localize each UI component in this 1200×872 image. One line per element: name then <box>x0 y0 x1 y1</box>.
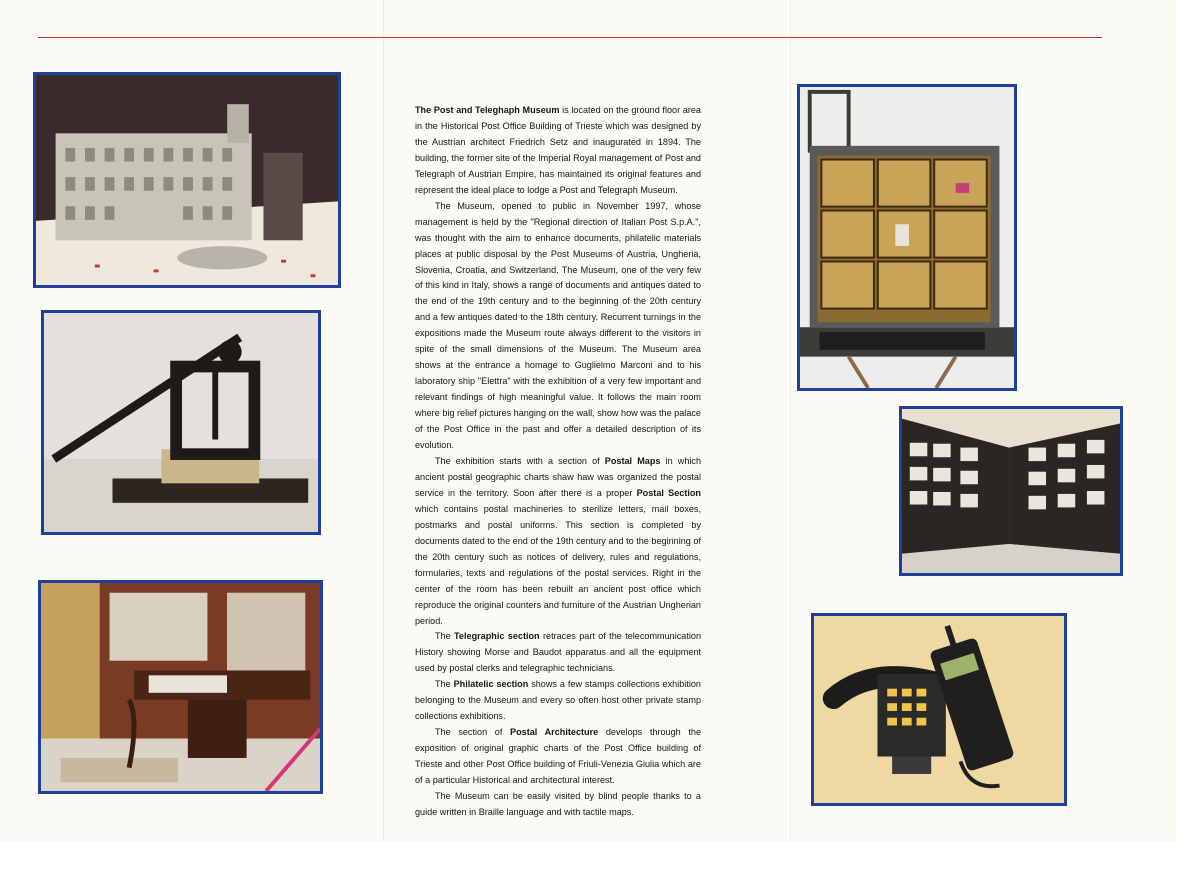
fold-line-left <box>383 0 384 842</box>
museum-description <box>415 103 701 821</box>
photo-mail-sorting-cabinet <box>797 84 1017 391</box>
paragraph-accessibility: The Museum can be easily visited by blind people thanks to a guide written in Braille language and with tactile maps. <box>415 790 701 817</box>
paragraph-postal-maps: The exhibition starts with a section of Postal Maps in which ancient postal geographic charts shaw haw was organized the postal service in the territory. Soon after there is a proper Postal Section which contains postal machineries to sterilize letters, mail boxes, postmarks and postal uniforms. This section is completed by documents dated to the end of the 19th century and to the beginning of the 20th century such as notices of delivery, rules and regulations, formularies, texts and regulations of the postal services. Right in the center of the room has been rebuilt an ancient post office which reproduce the original counters and furniture of the Austrian Ungherian period. <box>415 455 701 626</box>
photo-letter-press <box>41 310 321 535</box>
paragraph-philatelic: The Philatelic section shows a few stamps collections exhibition belonging to the Museum and every so often host other private stamp collections exhibitions. <box>415 679 701 722</box>
paragraph-architecture: The section of Postal Architecture develops through the exposition of original graphic charts of the Post Office building of Trieste and other Post Office building of Friuli-Venezia Giulia which are of a particular Historical and architectural interest. <box>415 727 702 786</box>
museum-name: The Post and Teleghaph Museum <box>415 105 560 115</box>
photo-exhibition-panels <box>899 406 1123 576</box>
fold-line-right <box>790 0 791 842</box>
photo-post-office-desk <box>38 580 323 794</box>
paragraph-telegraphic: The Telegraphic section retraces part of the telecommunication History showing Morse and Baudot apparatus and all the equipment used by postal clerks and telegraphic technicians. <box>415 631 702 674</box>
photo-telephones <box>811 613 1067 806</box>
photo-building-model <box>33 72 341 288</box>
header-rule <box>38 37 1102 38</box>
paragraph-history: The Museum, opened to public in November 1997, whose management is held by the "Regional direction of Italian Post S.p.A.", was thought with the aim to enhance documents, philatelic materials places at public disposal by the Post Museums of Austria, Ungheria, Slovenia, Croatia, and Switzerland. The Museum, one of the very few of this kind in Italy, shows a range of documents and antiques dated to the end of the 19th century and to the beginning of the 20th century and a few antiques dated to the 18th century. Recurrent turnings in the expositions made the Museum route always different to the visitors in spite of the small dimensions of the Museum. The Museum area shows at the entrance a homage to Guglielmo Marconi and to his laboratory ship "Elettra" with the exhibition of a very few important and relevant findings of high meaningful value. It follows the main room where big relief pictures hanging on the wall, show how was the palace of the Post Office in the past and offer a detailed description of its evolution. <box>415 200 701 451</box>
paragraph-intro: The Post and Teleghaph Museum is located on the ground floor area in the Historical Post Office Building of Trieste which was designed by the Austrian architect Friedrich Setz and inaugurated in 1894. The building, the former site of the Imperial Royal management of Post and Telegraph of Austrian Empire, has maintained its original features and represent the ideal place to lodge a Post and Telegraph Museum. <box>415 105 701 195</box>
